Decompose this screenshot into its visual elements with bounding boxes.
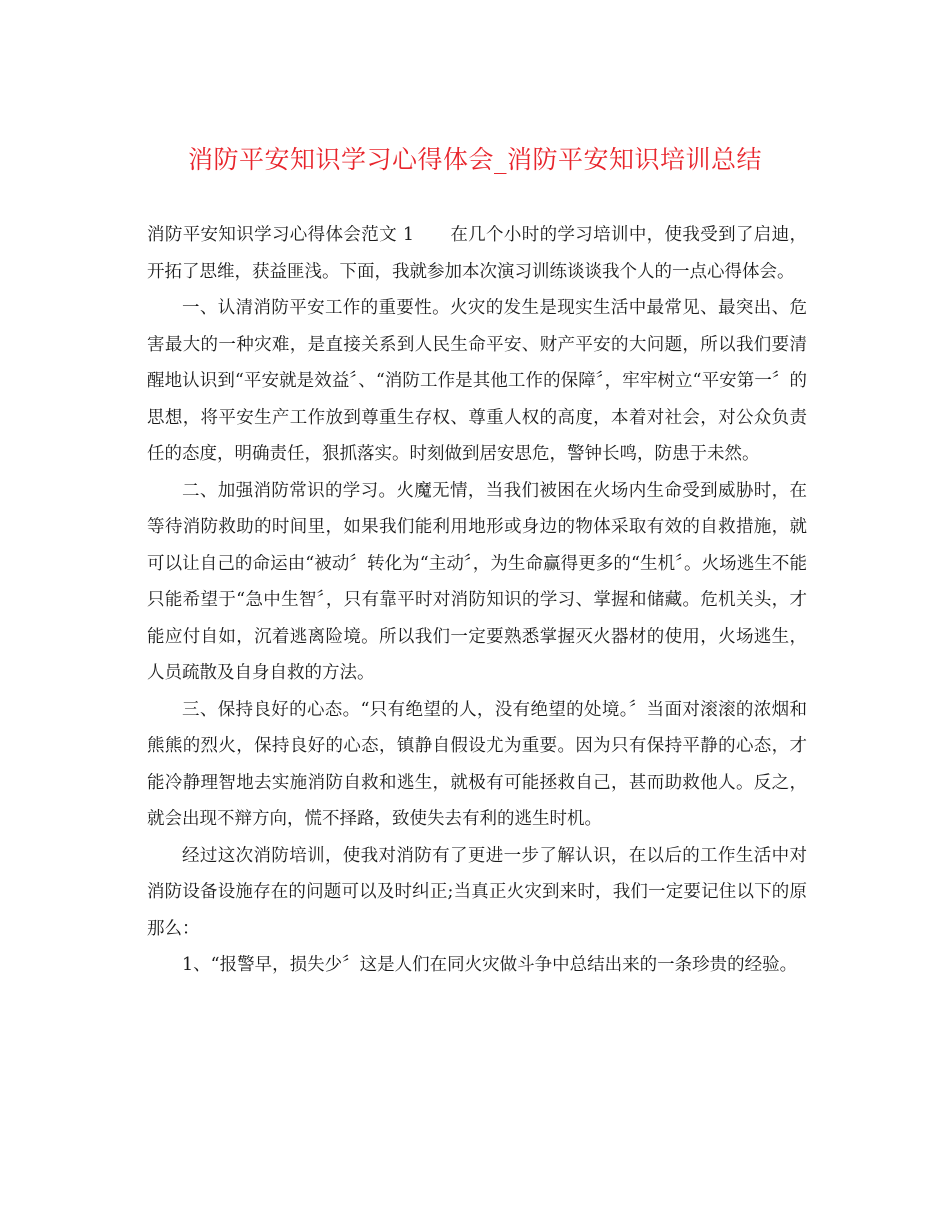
paragraph-importance: 一、认清消防平安工作的重要性。火灾的发生是现实生活中最常见、最突出、危害最大的一种灾难，是直接关系到人民生命平安、财产平安的大问题，所以我们要清醒地认识到“平安就是效益〞、“消防工作是其他工作的保障〞，牢牢树立“平安第一〞的思想，将平安生产工作放到尊重生存权、尊重人权的高度，本着对社会，对公众负责任的态度，明确责任，狠抓落实。时刻做到居安思危，警钟长鸣，防患于未然。 [147, 298, 807, 464]
intro-paragraph [147, 217, 807, 290]
document-body [147, 217, 807, 984]
document-title: 消防平安知识学习心得体会_消防平安知识培训总结 [187, 145, 762, 174]
intro-label: 消防平安知识学习心得体会范文 1 [147, 225, 414, 245]
paragraph-knowledge: 二、加强消防常识的学习。火魔无情，当我们被困在火场内生命受到威胁时，在等待消防救助的时间里，如果我们能利用地形或身边的物体采取有效的自救措施，就可以让自己的命运由“被动〞转化为“主动〞，为生命赢得更多的“生机〞。火场逃生不能只能希望于“急中生智〞，只有靠平时对消防知识的学习、掌握和储藏。危机关头，才能应付自如，沉着逃离险境。所以我们一定要熟悉掌握灭火器材的使用，火场逃生，人员疏散及自身自救的方法。 [147, 480, 807, 683]
paragraph-summary: 经过这次消防培训，使我对消防有了更进一步了解认识，在以后的工作生活中对消防设备设施存在的问题可以及时纠正;当真正火灾到来时，我们一定要记住以下的原那么： [147, 845, 807, 939]
paragraph-principle-1: 1、“报警早，损失少〞这是人们在同火灾做斗争中总结出来的一条珍贵的经验。 [182, 955, 798, 975]
paragraph-mindset: 三、保持良好的心态。“只有绝望的人，没有绝望的处境。〞当面对滚滚的浓烟和熊熊的烈火，保持良好的心态，镇静自假设尤为重要。因为只有保持平静的心态，才能冷静理智地去实施消防自救和逃生，就极有可能拯救自己，甚而助救他人。反之，就会出现不辩方向，慌不择路，致使失去有利的逃生时机。 [147, 699, 807, 829]
intro-text: 在几个小时的学习培训中，使我受到了启迪，开拓了思维，获益匪浅。下面，我就参加本次演习训练谈谈我个人的一点心得体会。 [147, 225, 807, 282]
